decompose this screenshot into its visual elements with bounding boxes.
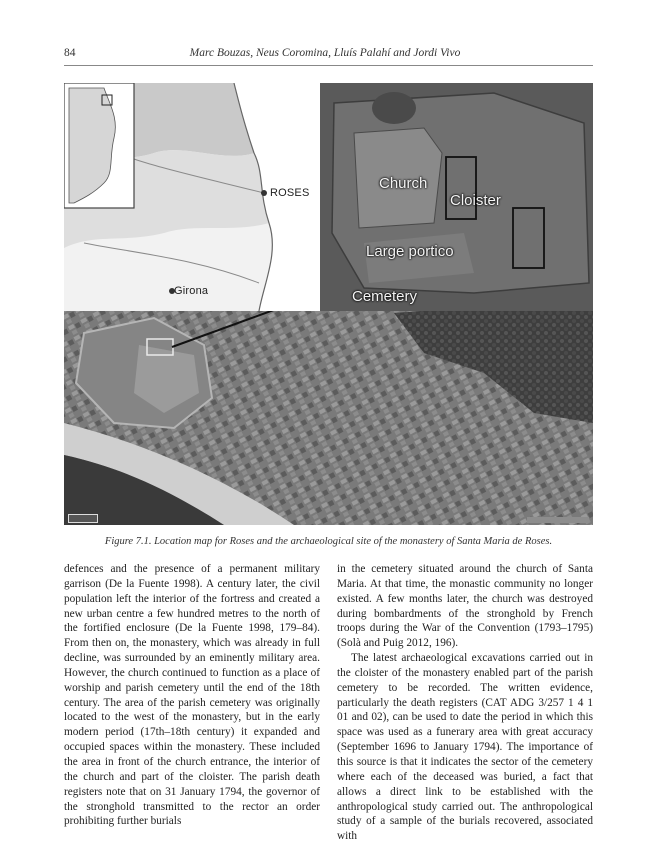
page-number: 84 [64, 47, 76, 59]
header-rule [64, 65, 593, 66]
site-label-cemetery: Cemetery [352, 288, 418, 305]
site-dome [372, 92, 416, 124]
map-credit [527, 517, 589, 523]
scale-bar [68, 514, 98, 523]
paragraph: The latest archaeological excavations carried out in the cloister of the monastery enabled part of the parish cemetery to be recorded. The written evidence, particularly the death registers (CAT ADG 3/257 1 4 1 01 and 02), can be used to date the period in which this space was used as a funerary area with great accuracy (September 1696 to January 1794). The importance of this source is that it indicates the sector of the cemetery where each of the deceased was buried, a fact that allows a direct link to be established with the anthropological study carried out. The anthropological study of a sample of the burials recovered, associated with [337, 652, 593, 843]
roses-point [261, 190, 267, 196]
map-label-girona: Girona [174, 285, 209, 297]
paragraph: in the cemetery situated around the church of Santa Maria. At that time, the monastic community no longer existed. A few months later, the church was destroyed during bombardments of the stronghold by French troops during the War of the Convention (1793–1795) (Solà and Puig 2012, 196). [337, 563, 593, 650]
site-label-large-portico: Large portico [366, 243, 454, 260]
paragraph: defences and the presence of a permanent military garrison (De la Fuente 1998). A century later, the civil population left the interior of the fortress and created a new urban centre a few hundred metres to the north of the fortified enclosure (De la Fuente 1998, 179–84). From then on, the monastery, which was already in full decline, was surrounded by an eminently military area. However, the church continued to function as a place of worship and parish cemetery until the end of the 18th century. The area of the parish cemetery was originally located to the west of the monastery, but in the early modern period (17th–18th century) it expanded and occupied spaces within the monastery. These included the area in front of the church entrance, the interior of the church and part of the cloister. The parish death registers note that on 31 January 1794, the governor of the stronghold transmitted to the rector an order prohibiting further burials [64, 563, 320, 828]
site-label-cloister: Cloister [450, 192, 501, 209]
figure-graphic [64, 83, 593, 525]
figure-caption: Figure 7.1. Location map for Roses and the archaeological site of the monastery of Santa Maria de Roses. [104, 536, 553, 547]
map-label-roses: ROSES [270, 187, 310, 199]
figure [64, 83, 593, 525]
site-label-church: Church [379, 175, 428, 192]
right-column [337, 562, 593, 844]
left-column [64, 562, 320, 829]
running-head: Marc Bouzas, Neus Coromina, Lluís Palahí and Jordi Vivo [189, 47, 461, 59]
